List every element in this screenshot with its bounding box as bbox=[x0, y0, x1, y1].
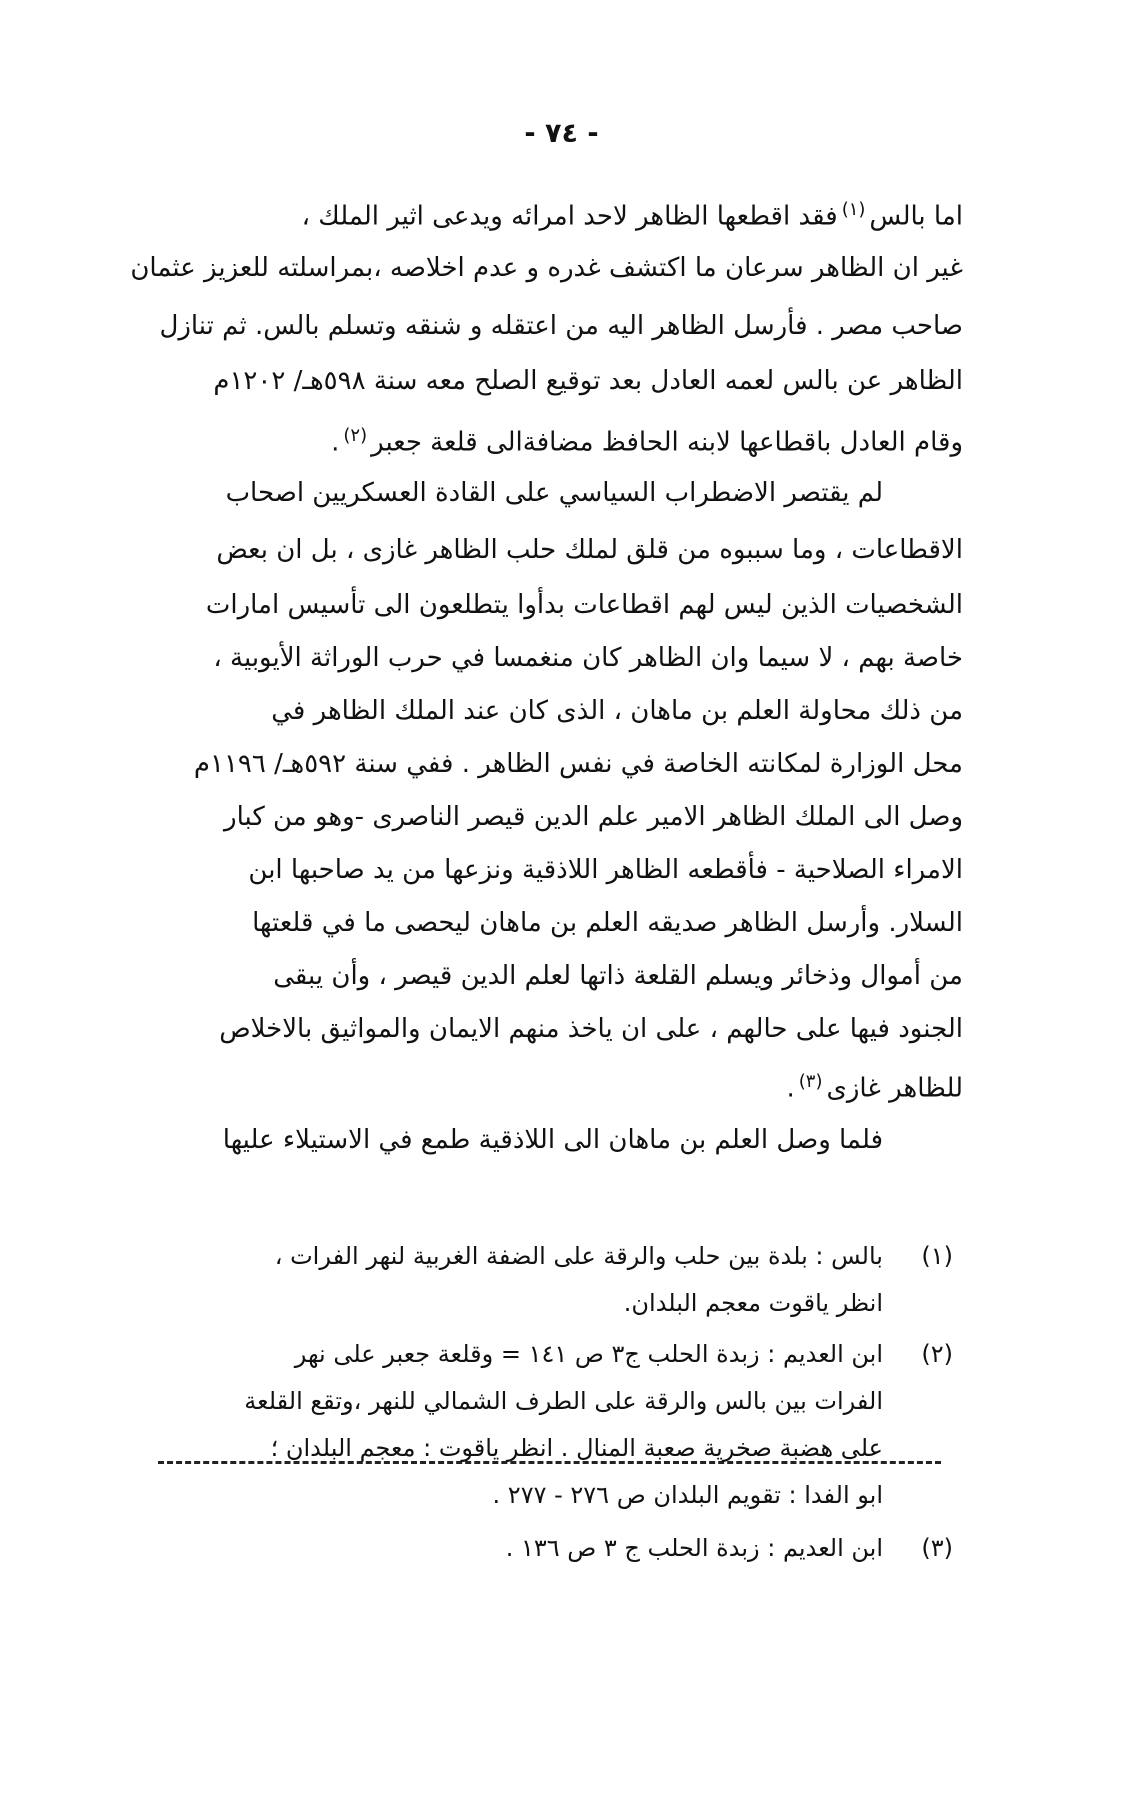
line-text: . bbox=[331, 427, 340, 458]
body-line: الامراء الصلاحية - فأقطعه الظاهر اللاذقية ونزعها من يد صاحبها ابن bbox=[248, 855, 963, 885]
line-text: اما بالس bbox=[869, 201, 963, 232]
line-text: فقد اقطعها الظاهر لاحد امرائه ويدعى اثير الملك ، bbox=[301, 201, 838, 232]
body-line: من ذلك محاولة العلم بن ماهان ، الذى كان عند الملك الظاهر في bbox=[271, 696, 963, 726]
body-line: غير ان الظاهر سرعان ما اكتشف غدره و عدم اخلاصه ،بمراسلته للعزيز عثمان bbox=[130, 253, 963, 283]
body-line: صاحب مصر . فأرسل الظاهر اليه من اعتقله و شنقه وتسلم بالس. ثم تنازل bbox=[159, 311, 963, 341]
body-line bbox=[331, 416, 963, 463]
line-text: وقام العادل باقطاعها لابنه الحافظ مضافةالى قلعة جعبر bbox=[371, 427, 963, 458]
body-line: الاقطاعات ، وما سببوه من قلق لملك حلب الظاهر غازى ، بل ان بعض bbox=[216, 535, 963, 565]
footnote-ref: (٢) bbox=[343, 425, 368, 446]
line-text: للظاهر غازى bbox=[826, 1073, 963, 1104]
footnote-line: ابو الفدا : تقويم البلدان ص ٢٧٦ - ٢٧٧ . bbox=[492, 1481, 883, 1509]
body-line bbox=[302, 190, 963, 237]
body-line bbox=[786, 1062, 963, 1109]
body-line: الظاهر عن بالس لعمه العادل بعد توقيع الصلح معه سنة ٥٩٨هـ/ ١٢٠٢م bbox=[213, 366, 963, 396]
body-line: محل الوزارة لمكانته الخاصة في نفس الظاهر . ففي سنة ٥٩٢هـ/ ١١٩٦م bbox=[193, 749, 963, 779]
line-text: . bbox=[786, 1073, 795, 1104]
body-line: فلما وصل العلم بن ماهان الى اللاذقية طمع في الاستيلاء عليها bbox=[222, 1125, 883, 1155]
page-number: - ٧٤ - bbox=[524, 118, 599, 149]
body-line: الجنود فيها على حالهم ، على ان ياخذ منهم الايمان والمواثيق بالاخلاص bbox=[219, 1014, 963, 1044]
footnote-number: (١) bbox=[921, 1242, 953, 1270]
body-line: لم يقتصر الاضطراب السياسي على القادة العسكريين اصحاب bbox=[225, 478, 883, 508]
footnote-ref: (١) bbox=[841, 199, 866, 220]
body-line: الشخصيات الذين ليس لهم اقطاعات بدأوا يتطلعون الى تأسيس امارات bbox=[205, 590, 963, 620]
body-line: خاصة بهم ، لا سيما وان الظاهر كان منغمسا في حرب الوراثة الأيوبية ، bbox=[213, 643, 963, 673]
body-line: السلار. وأرسل الظاهر صديقه العلم بن ماهان ليحصى ما في قلعتها bbox=[252, 908, 963, 938]
footnote-line: ابن العديم : زبدة الحلب ج٣ ص ١٤١ = وقلعة جعبر على نهر bbox=[294, 1340, 883, 1368]
footnote-number: (٣) bbox=[921, 1534, 953, 1562]
body-line: وصل الى الملك الظاهر الامير علم الدين قيصر الناصرى -وهو من كبار bbox=[224, 802, 963, 832]
footnote-number: (٢) bbox=[921, 1340, 953, 1368]
footnote-line: انظر ياقوت معجم البلدان. bbox=[623, 1289, 883, 1317]
footnote-line: بالس : بلدة بين حلب والرقة على الضفة الغربية لنهر الفرات ، bbox=[274, 1242, 883, 1270]
footnote-ref: (٣) bbox=[798, 1071, 823, 1092]
footnote-line: على هضبة صخرية صعبة المنال . انظر ياقوت : معجم البلدان ؛ bbox=[270, 1434, 883, 1462]
body-line: من أموال وذخائر ويسلم القلعة ذاتها لعلم الدين قيصر ، وأن يبقى bbox=[273, 961, 963, 991]
footnote-line: ابن العديم : زبدة الحلب ج ٣ ص ١٣٦ . bbox=[505, 1534, 883, 1562]
footnote-line: الفرات بين بالس والرقة على الطرف الشمالي للنهر ،وتقع القلعة bbox=[244, 1387, 883, 1415]
